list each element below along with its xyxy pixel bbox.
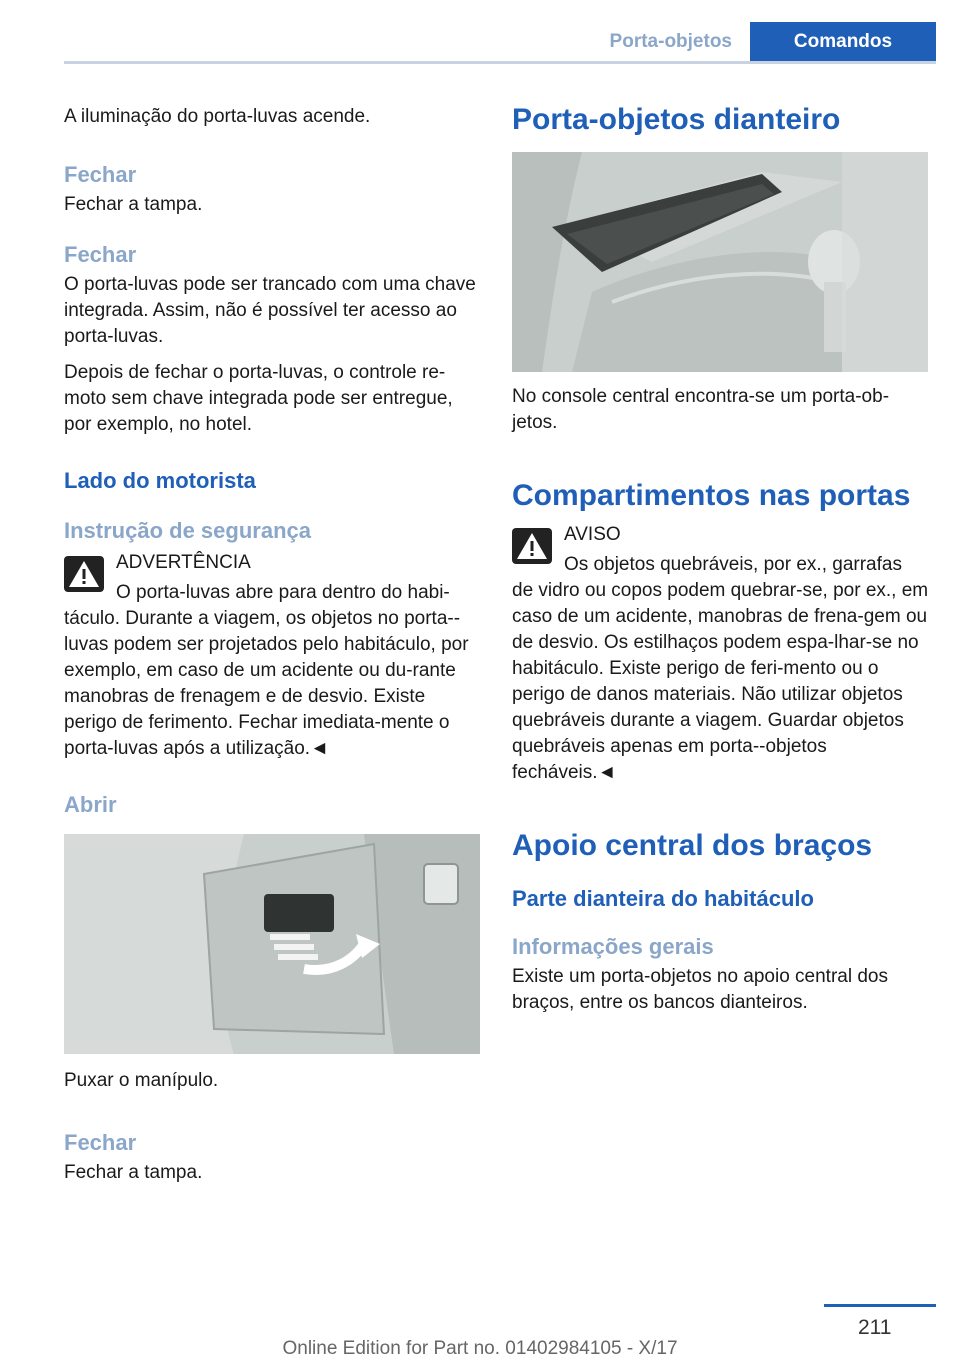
heading-apoio-central: Apoio central dos braços bbox=[512, 829, 873, 862]
text-info: Existe um porta-objetos no apoio central dos braços, entre os bancos dianteiros. bbox=[512, 966, 888, 1013]
footer-divider bbox=[824, 1304, 936, 1307]
right-column bbox=[512, 96, 930, 1016]
heading-porta-objetos-dianteiro: Porta-objetos dianteiro bbox=[512, 103, 841, 136]
caption-dianteiro: No console central encontra-se um porta-ob-jetos. bbox=[512, 386, 890, 433]
intro-text: A iluminação do porta-luvas acende. bbox=[64, 106, 371, 127]
footer-edition: Online Edition for Part no. 01402984105 - X/17 bbox=[282, 1338, 678, 1359]
warning-text-left-1: O porta-luvas abre para dentro do habi- bbox=[116, 582, 450, 603]
center-console-storage-figure bbox=[512, 152, 928, 372]
warning-label-left: ADVERTÊNCIA bbox=[116, 552, 251, 573]
warning-text-right-1: Os objetos quebráveis, por ex., garrafas bbox=[564, 554, 902, 575]
warning-text-right-2: de vidro ou copos podem quebrar-se, por ex., em caso de um acidente, manobras de frena-gem ou de desvio. Os estilhaços podem espa-lhar-se no habitáculo. Existe perigo de feri-mento ou o perigo de danos materiais. Não utilizar objetos quebráveis durante a viagem. Guardar objetos quebráveis apenas em porta--objetos fecháveis.◄ bbox=[512, 580, 929, 783]
warning-text-left-2: táculo. Durante a viagem, os objetos no porta--luvas podem ser projetados pelo habitáculo, por exemplo, em caso de um acidente ou du-rante manobras de frenagem e de desvio. Existe perigo de ferimento. Fechar imediata-mente o porta-luvas após a utilização.◄ bbox=[64, 608, 469, 759]
text-fechar-3: Fechar a tampa. bbox=[64, 1162, 203, 1183]
warning-block-right bbox=[512, 522, 930, 786]
warning-triangle-icon bbox=[64, 556, 104, 592]
page-number: 211 bbox=[858, 1316, 892, 1339]
heading-lado-motorista: Lado do motorista bbox=[64, 468, 256, 493]
heading-informacoes-gerais: Informações gerais bbox=[512, 934, 714, 959]
header-tabs bbox=[592, 22, 936, 62]
glovebox-handle-figure bbox=[64, 834, 480, 1054]
warning-triangle-icon bbox=[512, 528, 552, 564]
left-column bbox=[64, 96, 482, 1186]
heading-abrir: Abrir bbox=[64, 792, 117, 817]
caption-abrir: Puxar o manípulo. bbox=[64, 1070, 219, 1091]
text-lock-1: O porta-luvas pode ser trancado com uma chave integrada. Assim, não é possível ter acesso ao porta-luvas. bbox=[64, 274, 476, 347]
text-lock-2: Depois de fechar o porta-luvas, o controle re-moto sem chave integrada pode ser entregue, por exemplo, no hotel. bbox=[64, 362, 453, 435]
heading-compartimentos-portas: Compartimentos nas portas bbox=[512, 479, 911, 512]
warning-label-right: AVISO bbox=[564, 524, 621, 545]
header-chapter-tab: Comandos bbox=[750, 22, 936, 62]
heading-fechar-2: Fechar bbox=[64, 242, 137, 267]
header-divider bbox=[64, 61, 936, 64]
warning-block-left bbox=[64, 550, 482, 762]
header-section-tab: Porta-objetos bbox=[609, 31, 732, 52]
heading-instrucao-seguranca: Instrução de segurança bbox=[64, 518, 311, 543]
heading-fechar-3: Fechar bbox=[64, 1130, 137, 1155]
text-fechar-1: Fechar a tampa. bbox=[64, 194, 203, 215]
heading-parte-dianteira: Parte dianteira do habitáculo bbox=[512, 886, 814, 911]
heading-fechar-1: Fechar bbox=[64, 162, 137, 187]
